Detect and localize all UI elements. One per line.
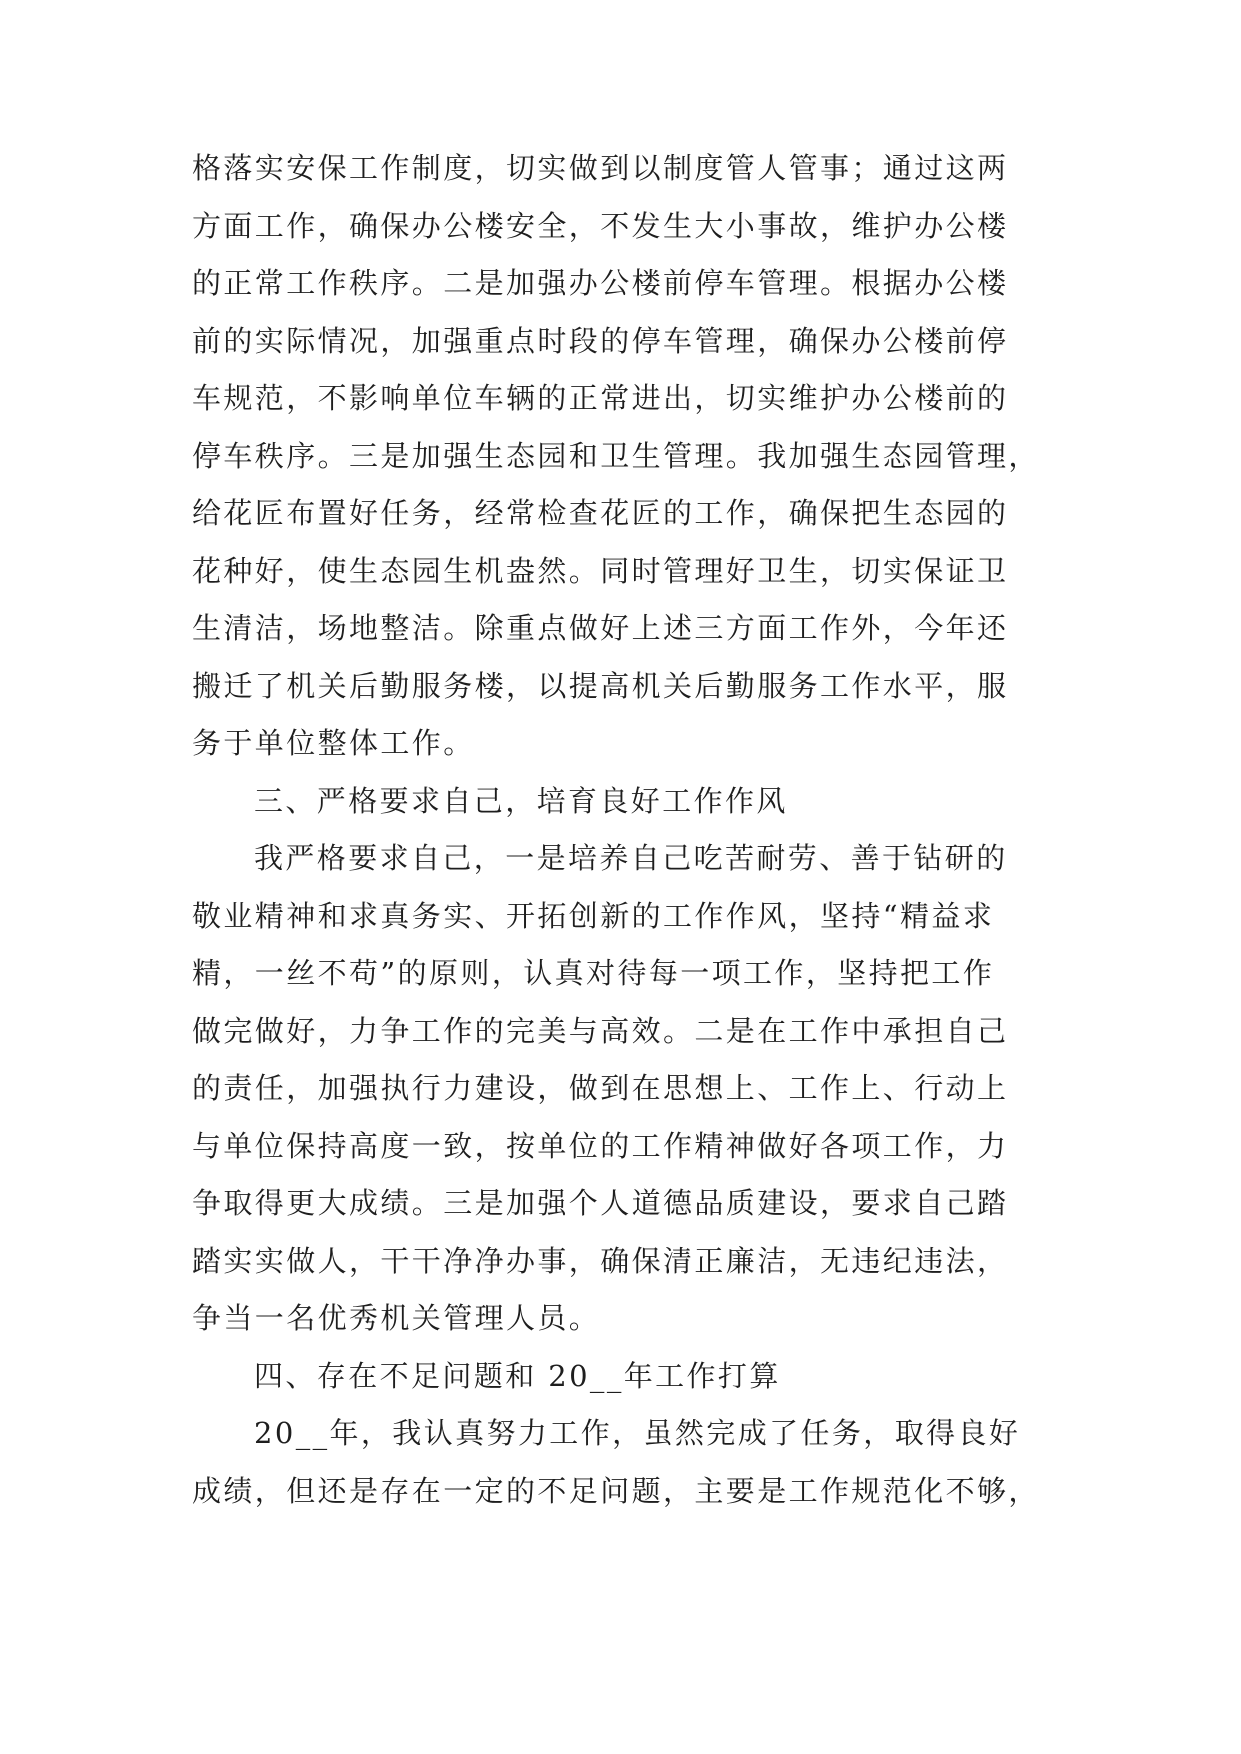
body-text-line: 车规范，不影响单位车辆的正常进出，切实维护办公楼前的: [192, 381, 1009, 415]
body-text-line: 务于单位整体工作。: [192, 726, 475, 760]
body-text-line: 争当一名优秀机关管理人员。: [192, 1301, 601, 1335]
body-text-line: 的正常工作秩序。二是加强办公楼前停车管理。根据办公楼: [192, 266, 1009, 300]
section-heading-4: 四、存在不足问题和 20__年工作打算: [254, 1358, 781, 1393]
body-text-line: 生清洁，场地整洁。除重点做好上述三方面工作外，今年还: [192, 611, 1009, 645]
body-text-line: 格落实安保工作制度，切实做到以制度管人管事；通过这两: [192, 151, 1009, 185]
body-text-line: 给花匠布置好任务，经常检查花匠的工作，确保把生态园的: [192, 496, 1009, 530]
body-text-line: 花种好，使生态园生机盎然。同时管理好卫生，切实保证卫: [192, 553, 1009, 588]
body-text-line: 精，一丝不苟”的原则，认真对待每一项工作，坚持把工作: [192, 956, 995, 990]
body-text-line: 踏实实做人，干干净净办事，确保清正廉洁，无违纪违法，: [192, 1243, 1009, 1278]
paragraph-start-line: 20__年，我认真努力工作，虽然完成了任务，取得良好: [254, 1416, 1021, 1450]
body-text-line: 成绩，但还是存在一定的不足问题，主要是工作规范化不够，: [192, 1473, 1040, 1508]
paragraph-start-line: 我严格要求自己，一是培养自己吃苦耐劳、善于钻研的: [254, 841, 1008, 875]
body-text-line: 的责任，加强执行力建设，做到在思想上、工作上、行动上: [192, 1071, 1009, 1105]
body-text-line: 争取得更大成绩。三是加强个人道德品质建设，要求自己踏: [192, 1186, 1009, 1220]
body-text-line: 做完做好，力争工作的完美与高效。二是在工作中承担自己: [192, 1013, 1009, 1048]
body-text-line: 与单位保持高度一致，按单位的工作精神做好各项工作，力: [192, 1128, 1009, 1163]
document-page: [192, 140, 1062, 1520]
body-text-line: 前的实际情况，加强重点时段的停车管理，确保办公楼前停: [192, 323, 1009, 358]
body-text-line: 停车秩序。三是加强生态园和卫生管理。我加强生态园管理，: [192, 438, 1040, 473]
body-text-line: 敬业精神和求真务实、开拓创新的工作作风，坚持“精益求: [192, 898, 995, 933]
body-text-line: 方面工作，确保办公楼安全，不发生大小事故，维护办公楼: [192, 208, 1009, 243]
body-text-line: 搬迁了机关后勤服务楼，以提高机关后勤服务工作水平，服: [192, 668, 1009, 703]
section-heading-3: 三、严格要求自己，培育良好工作作风: [254, 783, 788, 818]
